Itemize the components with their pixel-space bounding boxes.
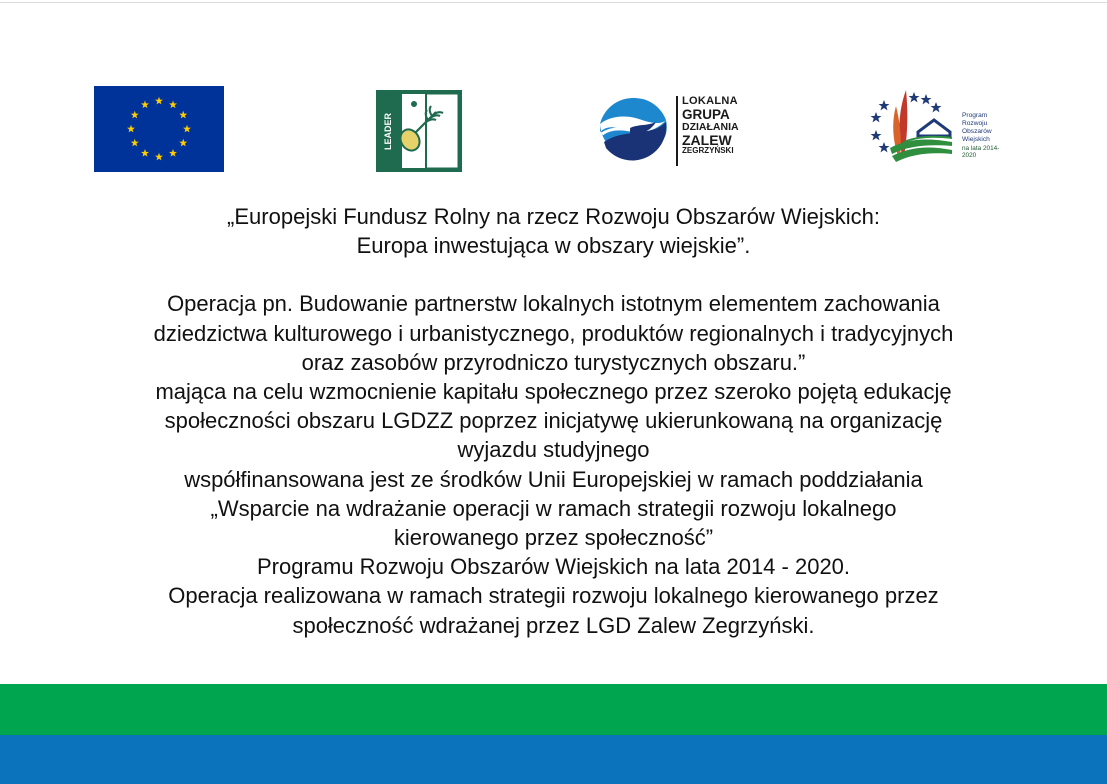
body-line: Operacja realizowana w ramach strategii rozwoju lokalnego kierowanego przez — [168, 583, 939, 609]
top-divider — [0, 2, 1107, 3]
prow-text — [962, 112, 1008, 160]
eu-flag-icon — [94, 86, 224, 172]
info-text-block — [80, 202, 1027, 640]
heading-line-1: „Europejski Fundusz Rolny na rzecz Rozwoju Obszarów Wiejskich: — [227, 204, 880, 229]
lgd-line-3: DZIAŁANIA — [682, 120, 739, 133]
body-line: społeczność wdrażanej przez LGD Zalew Zegrzyński. — [292, 612, 815, 638]
lgd-emblem-icon — [596, 94, 672, 170]
lgd-logo — [596, 94, 752, 170]
body-line: Operacja pn. Budowanie partnerstw lokalnych istotnym elementem zachowania — [167, 291, 940, 317]
prow-years: na lata 2014-2020 — [962, 144, 1000, 160]
lgd-line-1: LOKALNA — [682, 95, 738, 107]
body-line: mająca na celu wzmocnienie kapitału społecznego przez szeroko pojętą edukację — [155, 379, 952, 405]
eu-flag-logo — [94, 86, 224, 172]
body-line: kierowanego przez społeczność” — [393, 525, 714, 551]
body-line: oraz zasobów przyrodniczo turystycznych obszaru.” — [301, 349, 806, 375]
lgd-line-4: ZALEW — [682, 131, 732, 148]
prow-line-3: Obszarów — [962, 127, 992, 135]
body-line: wyjazdu studyjnego — [457, 437, 650, 463]
body-line: społeczności obszaru LGDZZ poprzez inicjatywę ukierunkowaną na organizację — [164, 408, 943, 434]
prow-logo — [868, 86, 1008, 166]
green-band — [0, 684, 1107, 735]
blue-band — [0, 735, 1107, 784]
body-line: „Wsparcie na wdrażanie operacji w ramach strategii rozwoju lokalnego — [210, 495, 897, 521]
leader-logo — [376, 90, 462, 172]
prow-line-1: Program — [962, 112, 988, 119]
lgd-name-text — [682, 96, 752, 156]
prow-emblem-icon — [868, 86, 960, 166]
prow-line-4: Wiejskich — [962, 135, 990, 143]
body-line: dziedzictwa kulturowego i urbanistycznego, produktów regionalnych i tradycyjnych — [153, 320, 954, 346]
heading-line-2: Europa inwestująca w obszary wiejskie”. — [356, 233, 751, 259]
body-line: Programu Rozwoju Obszarów Wiejskich na lata 2014 - 2020. — [256, 554, 851, 580]
paragraph-gap — [80, 260, 1027, 289]
leader-text: LEADER — [383, 112, 393, 150]
lgd-line-2: GRUPA — [682, 106, 730, 122]
lgd-divider — [676, 96, 678, 166]
prow-line-2: Rozwoju — [962, 119, 988, 127]
body-line: współfinansowana jest ze środków Unii Europejskiej w ramach poddziałania — [184, 466, 923, 492]
leader-icon — [376, 90, 462, 172]
lgd-line-5: ZEGRZYŃSKI — [682, 146, 734, 156]
